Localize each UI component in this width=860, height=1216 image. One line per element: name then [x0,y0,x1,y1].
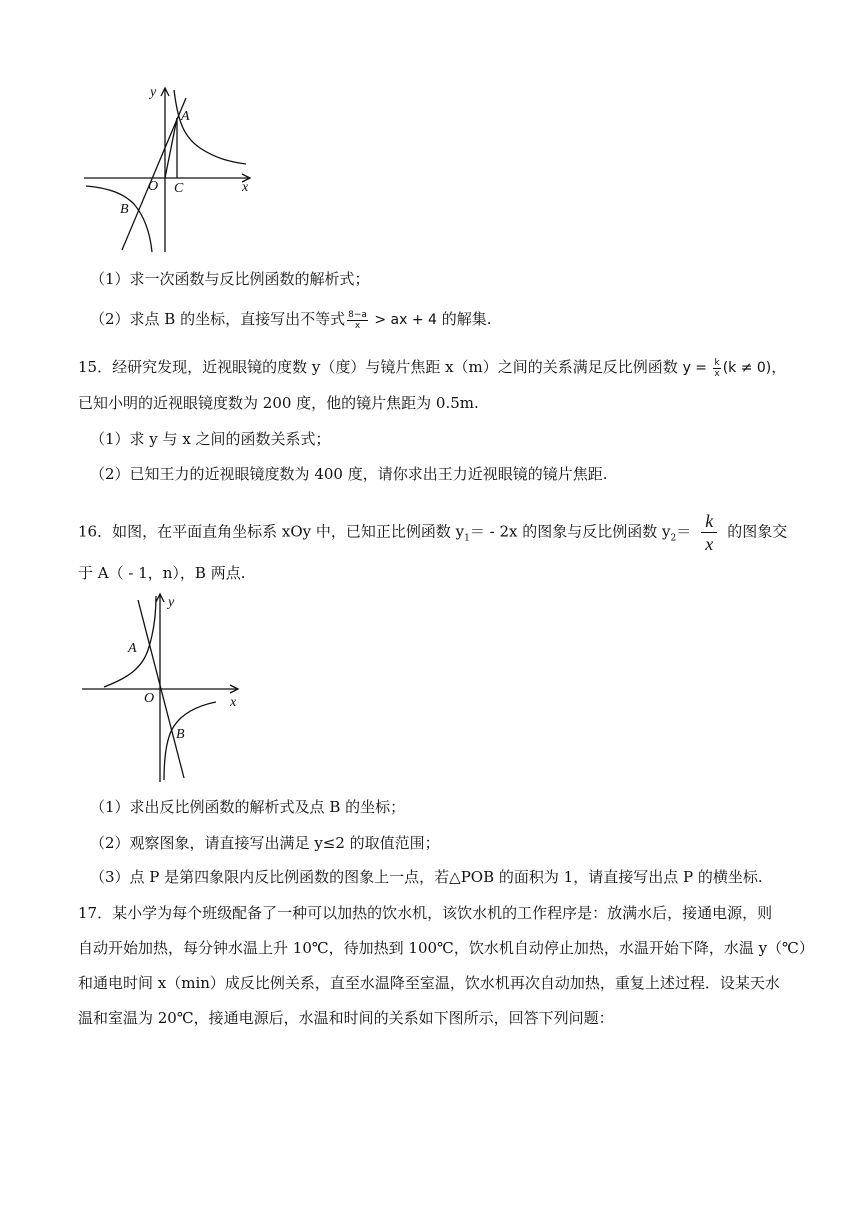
q16-frac-den: x [705,534,714,554]
q14-sub2 [90,308,492,331]
q15-sub1: （1）求 y 与 x 之间的函数关系式； [90,430,331,448]
label-b: B [120,202,129,217]
q16-sub-2: 2 [670,533,677,544]
q15-formula-right: (k ≠ 0) [722,360,772,376]
q16-sub2: （2）观察图象，请直接写出满足 y≤2 的取值范围； [90,834,440,852]
hyperbola-branch-3 [86,186,152,252]
q15-line1 [78,356,786,379]
figure-2-graph [78,590,248,785]
q14-sub2-fraction [347,310,368,331]
q15-frac-num: k [714,357,720,368]
q14-sub2-suffix: 的解集. [436,310,492,328]
q16-sub3: （3）点 P 是第四象限内反比例函数的图象上一点，若△POB 的面积为 1，请直接写出点 P 的横坐标. [90,868,763,886]
q16-sub1: （1）求出反比例函数的解析式及点 B 的坐标； [90,798,406,816]
figure-1-graph [80,82,260,257]
label-x: x [242,180,249,195]
label-a-2: A [128,641,137,656]
label-b-2: B [176,727,185,742]
q14-sub1: （1）求一次函数与反比例函数的解析式； [90,270,370,288]
q15-formula-left: y = [682,360,712,376]
q16-line1-suffix: 的图象交 [727,522,788,541]
q17-line3: 和通电时间 x（min）成反比例关系，直至水温降至室温，饮水机再次自动加热，重复上述过程．设某天水 [78,974,780,992]
q16-line1 [78,510,787,555]
label-x-2: x [230,695,237,710]
q15-line1-suffix: ， [771,358,787,376]
q14-sub2-frac-den: x [354,320,361,331]
q15-line2: 已知小明的近视眼镜度数为 200 度，他的镜片焦距为 0.5m. [78,394,479,412]
q15-sub2: （2）已知王力的近视眼镜度数为 400 度，请你求出王力近视眼镜的镜片焦距. [90,465,608,483]
segment-oa [165,118,177,178]
q16-line1-prefix: 16．如图，在平面直角坐标系 xOy 中，已知正比例函数 y [78,522,465,541]
q17-line4: 温和室温为 20℃，接通电源后，水温和时间的关系如下图所示，回答下列问题： [78,1009,614,1027]
q16-fraction [701,510,717,555]
q16-sub-1: 1 [464,533,470,544]
q17-line1: 17．某小学为每个班级配备了一种可以加热的饮水机，该饮水机的工作程序是：放满水后，接通电源，则 [78,904,773,922]
q14-sub2-prefix: （2）求点 B 的坐标，直接写出不等式 [90,310,346,328]
q15-frac-den: x [714,368,720,379]
hyperbola-branch-4 [164,702,216,780]
label-y: y [150,85,157,100]
q16-line2: 于 A（ - 1，n），B 两点. [78,564,246,582]
q17-line2: 自动开始加热，每分钟水温上升 10℃，待加热到 100℃，饮水机自动停止加热，水温开始下降，水温 y（℃） [78,939,814,957]
label-o: O [148,179,159,194]
q14-sub2-inequality: > ax + 4 [369,312,437,328]
q16-frac-num: k [701,510,717,533]
label-y-2: y [168,595,175,610]
q16-line1-eq: ＝ [676,522,692,541]
q16-line1-mid: ＝ - 2x 的图象与反比例函数 y [469,522,671,541]
q15-line1-prefix: 15．经研究发现，近视眼镜的度数 y（度）与镜片焦距 x（m）之间的关系满足反比例函数 [78,358,683,376]
q15-fraction [713,358,720,379]
label-o-2: O [144,691,155,706]
label-c: C [174,181,184,196]
q14-sub2-frac-num: 8−a [348,309,367,320]
label-a: A [181,109,190,124]
